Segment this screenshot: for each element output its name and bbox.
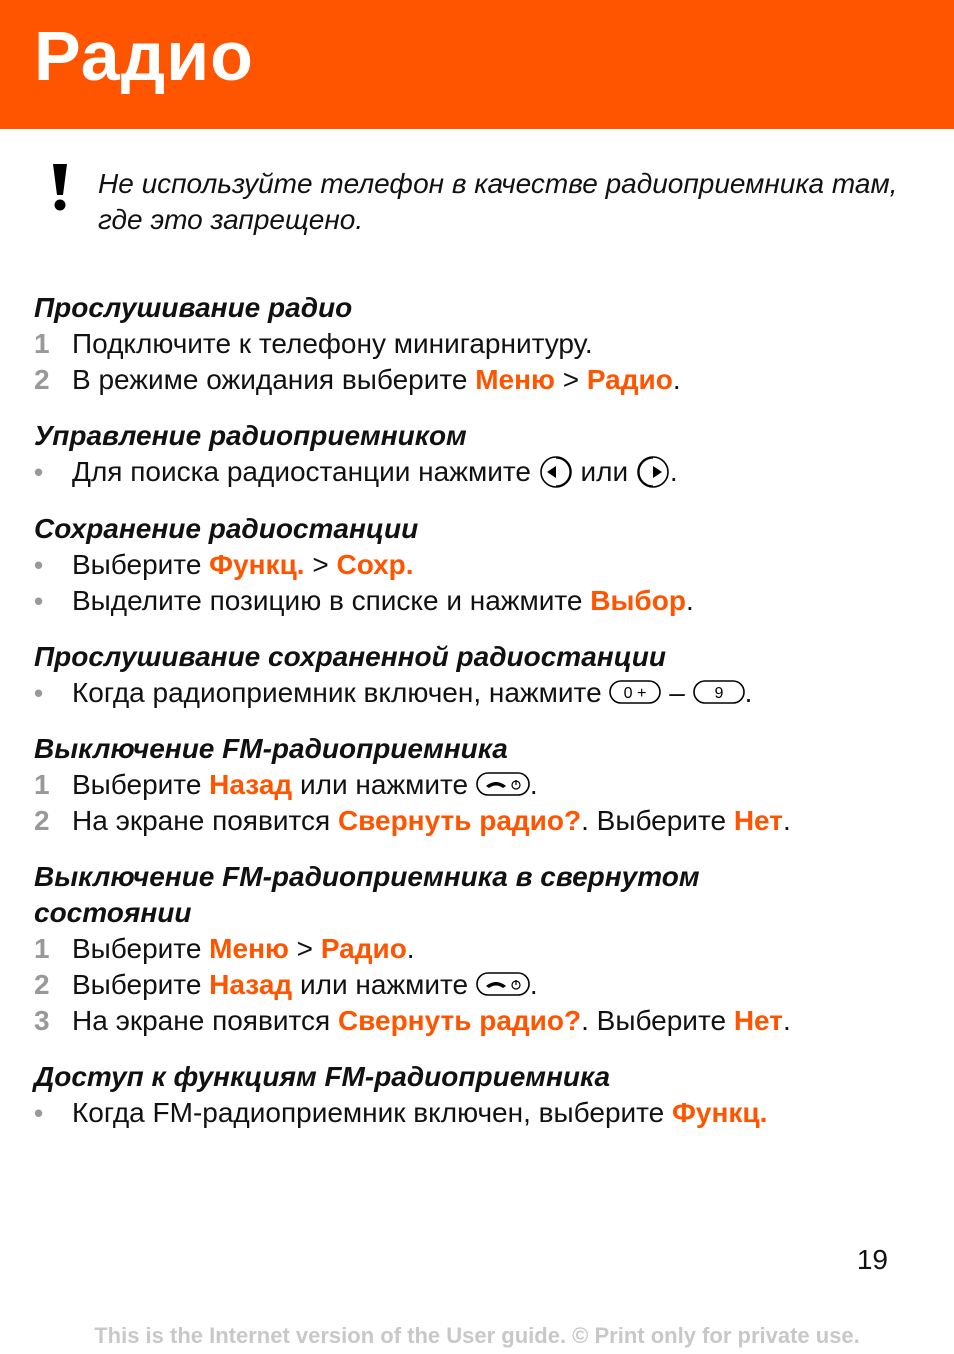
item-text: Подключите к телефону минигарнитуру. [72,328,593,359]
bullet: • [34,457,44,487]
item-text: Выберите [72,548,210,580]
footer-notice: This is the Internet version of the User guide. © Print only for private use. [94,1323,860,1348]
item-text: . [529,968,538,1000]
end-key-icon [476,971,530,997]
item-text: . [406,932,415,964]
warning-text: Не используйте телефон в качестве радиоприемника там, где это запрещено. [98,168,898,235]
zero-key-label: 0 + [624,685,647,703]
section-title: Прослушивание сохраненной радиостанции [34,640,666,672]
section-title-line2: состоянии [34,896,192,928]
list-item [34,1003,924,1039]
section-title: Доступ к функциям FM-радиоприемника [34,1060,611,1092]
item-text: – [661,676,693,708]
step-number: 1 [34,768,50,800]
nav-right-icon [636,455,670,489]
exclamation-icon [50,162,70,212]
item-text: В режиме ожидания выберите [72,364,476,395]
zero-key-icon [609,679,661,705]
section-title: Выключение FM-радиоприемника [34,732,508,764]
back-command: Назад [209,968,293,1000]
page-header [0,0,954,129]
section-title-line1: Выключение FM-радиоприемника в свернутом [34,860,700,892]
item-text: На экране появится [72,804,338,836]
item-text: Выделите позицию в списке и нажмите [72,584,591,616]
radio-command: Радио [320,932,407,964]
list-item [34,362,924,398]
item-text: Для поиска радиостанции нажмите [72,456,539,487]
item-text: . Выберите [581,804,734,836]
item-text: . Выберите [581,1004,734,1036]
item-text: или нажмите [292,768,476,800]
list-item [34,1095,924,1131]
item-text: > [288,932,321,964]
section-radio-options [34,1059,924,1131]
page-number: 19 [856,1244,888,1275]
step-number: 2 [34,364,50,395]
item-text: > [304,548,337,580]
nine-key-label: 9 [714,685,724,703]
nine-key-icon [693,679,745,705]
section-save-station [34,511,924,619]
options-command: Функц. [672,1096,768,1128]
item-text: или нажмите [292,968,476,1000]
item-text: . [529,768,538,800]
radio-command: Радио [586,364,673,395]
section-radio-control [34,418,924,491]
item-text: . [685,584,694,616]
list-item [34,547,924,583]
item-text: . [744,676,753,708]
end-key-icon [476,771,530,797]
save-command: Сохр. [336,548,414,580]
item-text: Когда радиоприемник включен, нажмите [72,676,610,708]
step-number: 1 [34,328,50,359]
minimize-radio-command: Свернуть радио? [337,804,582,836]
section-title: Сохранение радиостанции [34,512,419,544]
item-text: или [572,456,636,487]
item-text: . [669,456,678,487]
section-title [34,859,924,931]
item-text: Выберите [72,932,210,964]
menu-command: Меню [209,932,289,964]
item-text: Когда FM-радиоприемник включен, выберите [72,1096,673,1128]
nav-left-icon [539,455,573,489]
list-item [34,931,924,967]
bullet: • [34,585,44,616]
step-number: 3 [34,1004,50,1036]
list-item [34,454,924,491]
content [34,290,924,1151]
item-text: . [782,804,791,836]
list-item [34,803,924,839]
item-text: Выберите [72,968,210,1000]
section-listen-saved [34,639,924,711]
no-command: Нет [733,804,783,836]
item-text: Выберите [72,768,210,800]
bullet: • [34,549,44,580]
list-item [34,767,924,803]
select-command: Выбор [590,584,686,616]
page-title: Радио [34,17,254,95]
list-item [34,326,924,362]
options-command: Функц. [209,548,305,580]
section-listen-radio [34,290,924,398]
step-number: 2 [34,804,50,836]
no-command: Нет [733,1004,783,1036]
item-text: > [554,364,587,395]
item-text: На экране появится [72,1004,338,1036]
section-title: Прослушивание радио [34,292,353,323]
list-item [34,967,924,1003]
bullet: • [34,677,44,708]
step-number: 2 [34,968,50,1000]
section-title: Управление радиоприемником [34,420,467,451]
bullet: • [34,1097,44,1128]
back-command: Назад [209,768,293,800]
section-turn-off [34,731,924,839]
item-text: . [672,364,681,395]
menu-command: Меню [475,364,555,395]
section-turn-off-minimized [34,859,924,1039]
list-item [34,675,924,711]
list-item [34,583,924,619]
step-number: 1 [34,932,50,964]
item-text: . [782,1004,791,1036]
minimize-radio-command: Свернуть радио? [337,1004,582,1036]
